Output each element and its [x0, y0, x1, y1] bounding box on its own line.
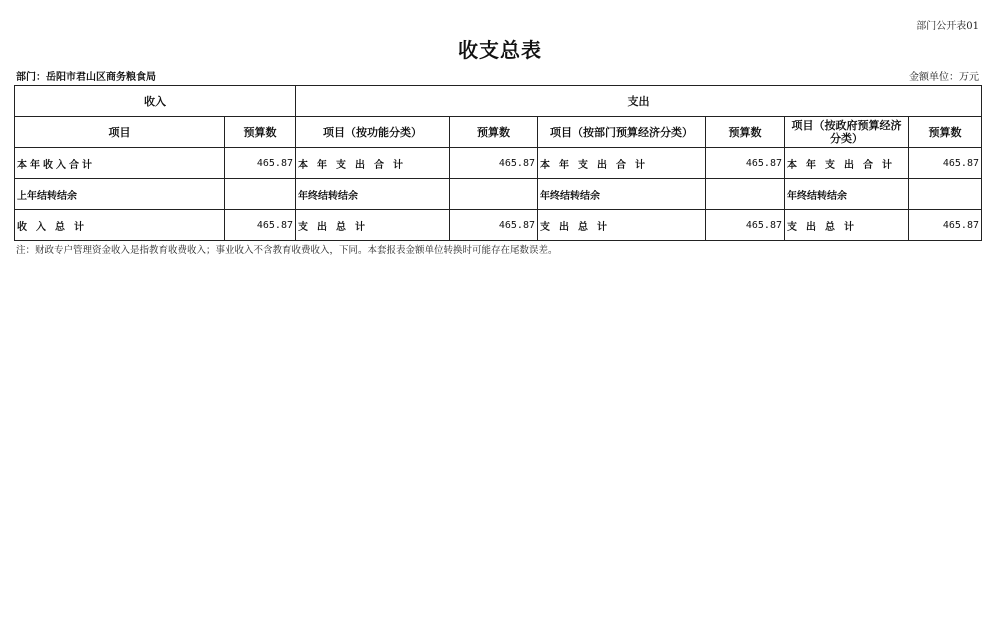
form-code: 部门公开表01 [916, 21, 979, 32]
row-value [225, 179, 296, 210]
dept-economic-budget-header: 预算数 [706, 117, 785, 148]
row-label: 年终结转结余 [538, 179, 706, 210]
section-header-row [15, 86, 982, 117]
amount-unit-label: 金额单位：万元 [909, 72, 979, 83]
row-value: 465.87 [909, 148, 982, 179]
row-label: 本年支出合计 [296, 148, 450, 179]
income-budget-header: 预算数 [225, 117, 296, 148]
row-label: 本年收入合计 [15, 148, 225, 179]
table-row [15, 210, 982, 241]
row-value [706, 179, 785, 210]
row-label: 本年支出合计 [785, 148, 909, 179]
table-row [15, 179, 982, 210]
row-value: 465.87 [909, 210, 982, 241]
column-header-row [15, 117, 982, 148]
row-label: 收入总计 [15, 210, 225, 241]
row-value: 465.87 [225, 148, 296, 179]
row-value [450, 179, 538, 210]
department-label: 部门：岳阳市君山区商务粮食局 [16, 72, 156, 83]
row-value: 465.87 [225, 210, 296, 241]
functional-item-header: 项目（按功能分类） [296, 117, 450, 148]
gov-economic-item-header: 项目（按政府预算经济分类） [785, 117, 909, 148]
row-label: 年终结转结余 [296, 179, 450, 210]
table-row [15, 148, 982, 179]
dept-economic-item-header: 项目（按部门预算经济分类） [538, 117, 706, 148]
row-value: 465.87 [450, 210, 538, 241]
row-label: 支出总计 [296, 210, 450, 241]
row-value: 465.87 [706, 210, 785, 241]
income-expense-summary-table [14, 85, 982, 241]
row-label: 年终结转结余 [785, 179, 909, 210]
functional-budget-header: 预算数 [450, 117, 538, 148]
page-title: 收支总表 [458, 38, 542, 62]
footnote: 注：财政专户管理资金收入是指教育收费收入；事业收入不含教育收费收入，下同。本套报表金额单位转换时可能存在尾数误差。 [16, 245, 558, 256]
row-value [909, 179, 982, 210]
row-label: 上年结转结余 [15, 179, 225, 210]
row-label: 本年支出合计 [538, 148, 706, 179]
row-label: 支出总计 [538, 210, 706, 241]
expense-section-header: 支出 [296, 86, 982, 117]
row-value: 465.87 [450, 148, 538, 179]
row-label: 支出总计 [785, 210, 909, 241]
gov-economic-budget-header: 预算数 [909, 117, 982, 148]
row-value: 465.87 [706, 148, 785, 179]
income-item-header: 项目 [15, 117, 225, 148]
income-section-header: 收入 [15, 86, 296, 117]
